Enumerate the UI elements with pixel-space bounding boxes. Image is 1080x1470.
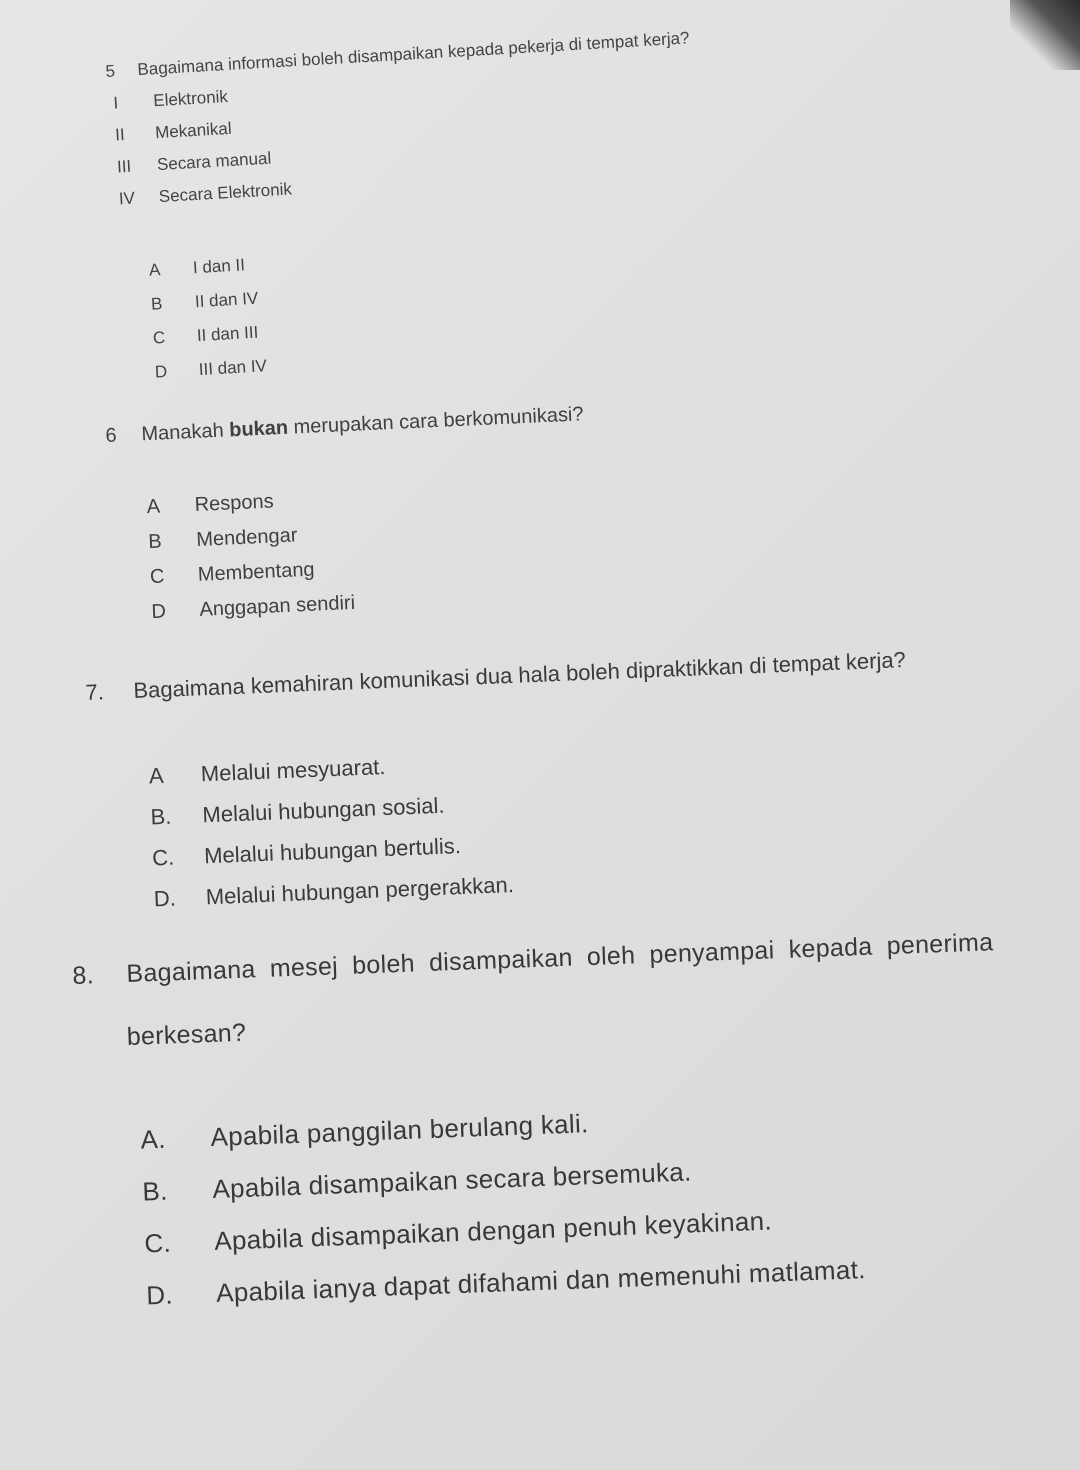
option-text: Apabila disampaikan secara bersemuka. [211,1156,692,1204]
question-number: 6 [105,424,118,447]
answer-options [116,222,708,391]
question-text-part: Manakah [140,419,230,446]
option-letter: B [150,294,163,314]
option-letter: A [146,495,161,519]
option-text: Membentang [197,558,316,586]
statement-label: IV [118,188,136,209]
question-number: 7. [85,679,105,705]
statement-text: Mekanikal [154,118,233,143]
option-text: Mendengar [195,524,298,551]
option-letter: C [152,328,166,348]
option-text: Apabila ianya dapat difahami dan memenuhi matlamat. [215,1254,867,1308]
option-letter: A. [140,1123,167,1155]
answer-options [108,470,592,632]
option-letter: C. [151,844,175,871]
question-number: 8. [72,961,95,990]
option-text: Melalui hubungan pergerakkan. [205,871,515,910]
page-corner-shadow [1010,0,1080,70]
statement-label: II [114,125,126,145]
option-text: II dan III [196,322,259,346]
option-letter: D [151,600,167,624]
question-text-emphasis: bukan [228,416,289,442]
question-7-stem [85,647,906,706]
statement-text: Secara manual [156,148,272,175]
question-8 [72,928,1006,1324]
question-text-part: merupakan cara berkomunikasi? [287,403,584,439]
option-text: Apabila disampaikan dengan penuh keyakinan. [213,1205,773,1256]
question-text: Bagaimana mesej boleh disampaikan oleh penyampai kepada penerima [125,928,994,989]
statement-text: Secara Elektronik [158,179,293,207]
question-7 [85,647,915,922]
question-text: Bagaimana kemahiran komunikasi dua hala boleh dipraktikkan di tempat kerja? [132,647,907,704]
option-text: Melalui mesyuarat. [200,754,386,787]
statement-text: Elektronik [152,87,229,111]
option-text: Anggapan sendiri [198,591,356,621]
question-5 [105,28,708,391]
option-text: III dan IV [198,356,268,380]
option-letter: D. [145,1279,174,1311]
statement-label: I [112,93,119,113]
option-text: I dan II [192,255,246,278]
option-text: Melalui hubungan sosial. [202,792,445,828]
statement-list [106,54,697,215]
option-letter: A [148,762,165,789]
statement-label: III [116,156,132,177]
question-text-continuation: berkesan? [126,1018,247,1052]
option-text: Apabila panggilan berulang kali. [209,1108,590,1153]
option-text: Melalui hubungan bertulis. [203,833,462,869]
option-letter: D. [153,885,177,912]
option-letter: C [149,565,165,589]
question-6 [105,403,592,631]
question-8-stem [72,928,994,991]
option-text: Respons [194,490,275,517]
option-letter: B [147,530,163,554]
option-letter: B. [150,803,172,830]
option-letter: C. [143,1227,172,1259]
question-number: 5 [105,61,116,81]
question-6-stem [105,403,584,448]
option-letter: B. [141,1175,169,1207]
option-letter: D [154,361,168,382]
answer-options [88,725,915,922]
option-text: II dan IV [194,288,259,312]
question-text: Bagaimana informasi boleh disampaikan kepada pekerja di tempat kerja? [136,28,690,80]
answer-options [78,1082,1006,1324]
option-letter: A [148,260,161,280]
